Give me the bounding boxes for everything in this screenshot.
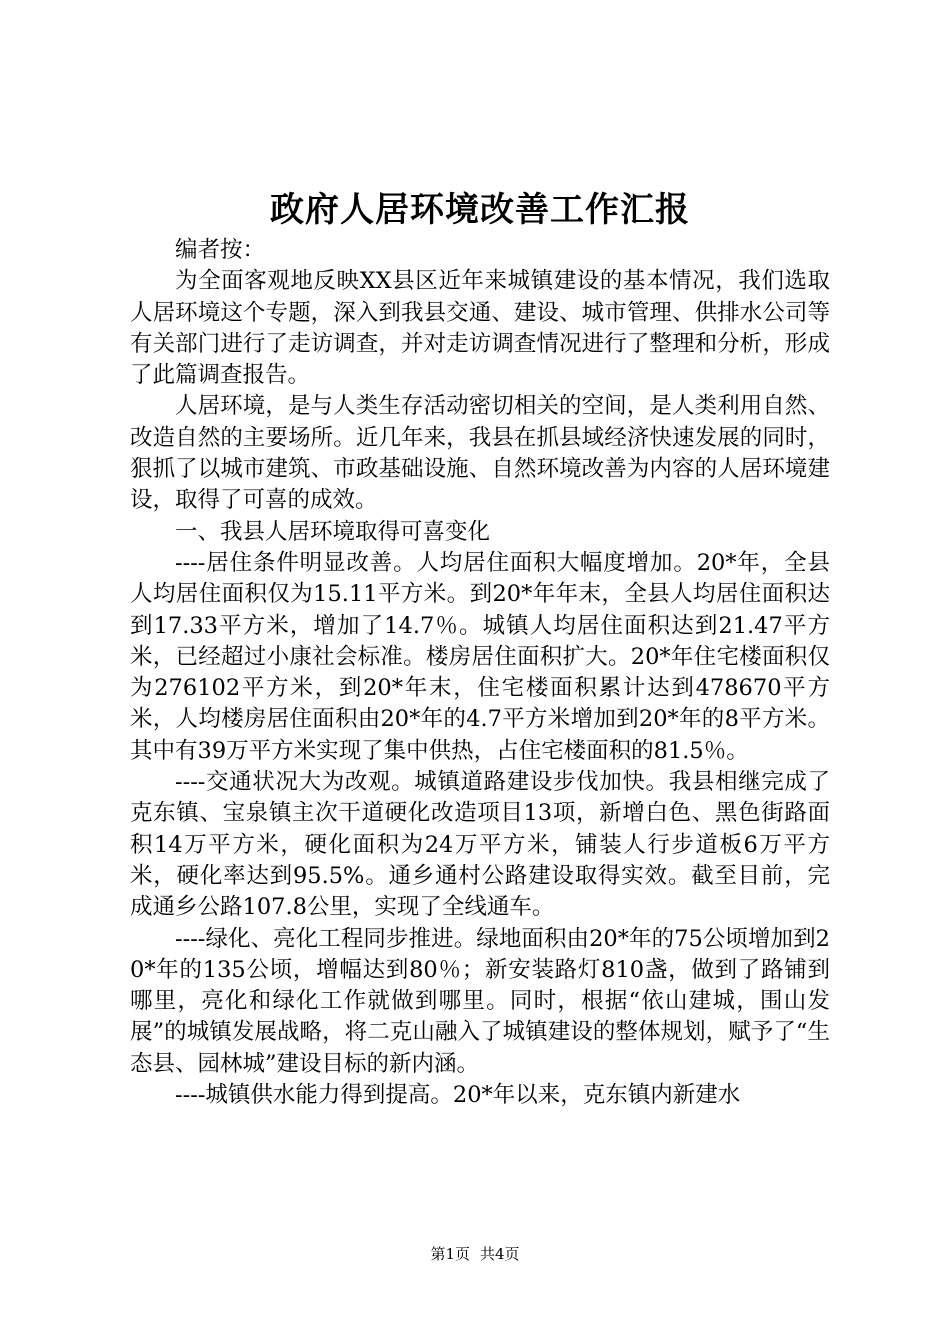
document-title: 政府人居环境改善工作汇报 xyxy=(270,190,690,230)
document-body xyxy=(130,235,830,1111)
paragraph-intro: 为全面客观地反映XX县区近年来城镇建设的基本情况，我们选取人居环境这个专题，深入到我县交通、建设、城市管理、供排水公司等有关部门进行了走访调查，并对走访调查情况进行了整理和分析，形成了此篇调查报告。 xyxy=(130,268,830,389)
page-footer xyxy=(0,1244,950,1264)
editor-note-label: 编者按： xyxy=(175,237,266,263)
document-page xyxy=(130,185,830,1111)
page-total: 共4页 xyxy=(480,1245,520,1263)
paragraph-traffic: ----交通状况大为改观。城镇道路建设步伐加快。我县相继完成了克东镇、宝泉镇主次干道硬化改造项目13项，新增白色、黑色街路面积14万平方米，硬化面积为24万平方米，铺装人行步道板6万平方米，硬化率达到95.5%。通乡通村公路建设取得实效。截至目前，完成通乡公路107.8公里，实现了全线通车。 xyxy=(130,769,830,921)
paragraph-housing: ----居住条件明显改善。人均居住面积大幅度增加。20*年，全县人均居住面积仅为15.11平方米。到20*年年末，全县人均居住面积达到17.33平方米，增加了14.7％。城镇人均居住面积达到21.47平方米，已经超过小康社会标准。楼房居住面积扩大。20*年住宅楼面积仅为276102平方米，到20*年末，住宅楼面积累计达到478670平方米，人均楼房居住面积由20*年的4.7平方米增加到20*年的8平方米。其中有39万平方米实现了集中供热，占住宅楼面积的81.5％。 xyxy=(130,549,830,764)
page-number: 第1页 xyxy=(430,1245,470,1263)
section-heading-1: 一、我县人居环境取得可喜变化 xyxy=(175,518,491,545)
paragraph-definition: 人居环境，是与人类生存活动密切相关的空间，是人类利用自然、改造自然的主要场所。近几年来，我县在抓县域经济快速发展的同时，狠抓了以城市建筑、市政基础设施、自然环境改善为内容的人居环境建设，取得了可喜的成效。 xyxy=(130,393,830,514)
paragraph-greening: ----绿化、亮化工程同步推进。绿地面积由20*年的75公顷增加到20*年的135公顷，增幅达到80％；新安装路灯810盏，做到了路铺到哪里，亮化和绿化工作就做到哪里。同时，根据“依山建城，围山发展”的城镇发展战略，将二克山融入了城镇建设的整体规划，赋予了“生态县、园林城”建设目标的新内涵。 xyxy=(130,925,830,1077)
paragraph-water-supply: ----城镇供水能力得到提高。20*年以来，克东镇内新建水 xyxy=(175,1082,741,1109)
